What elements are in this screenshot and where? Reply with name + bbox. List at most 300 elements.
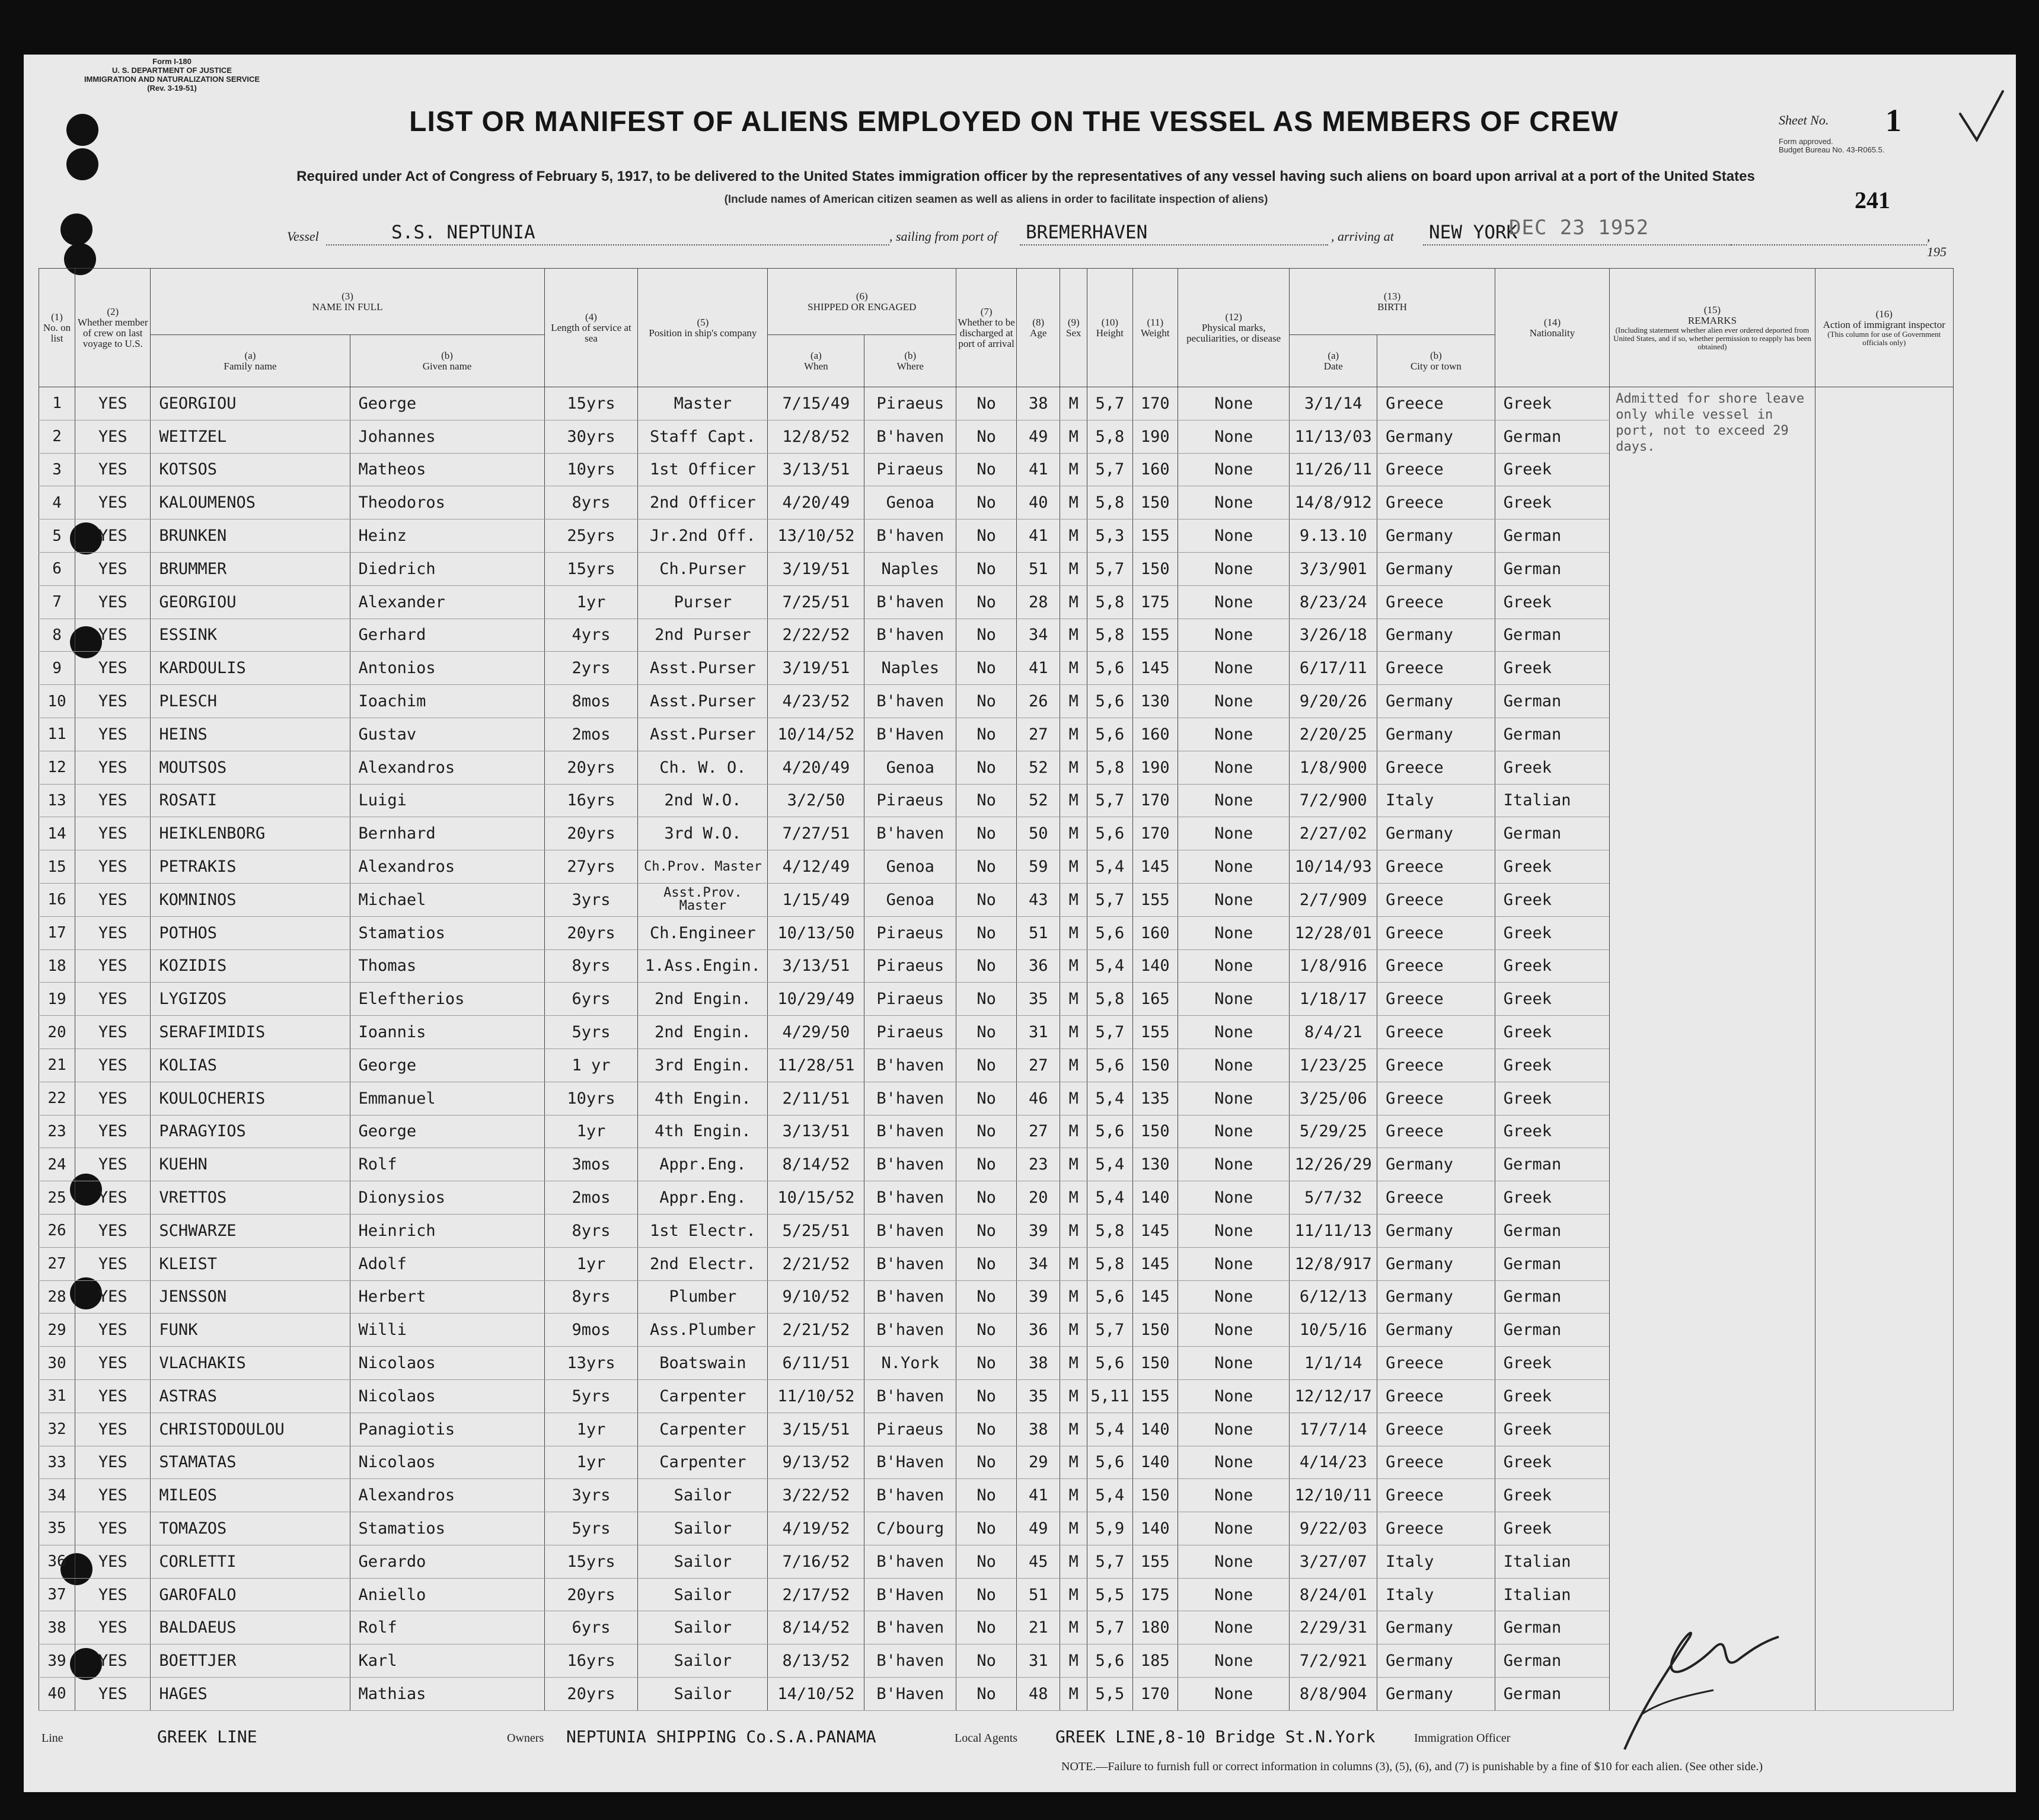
sex-cell: M (1060, 1545, 1087, 1578)
nationality-cell: Greek (1495, 1446, 1610, 1479)
nationality-cell: Greek (1495, 1181, 1610, 1215)
birth-date-cell: 9/20/26 (1290, 685, 1377, 718)
row-number-cell: 1 (39, 387, 75, 420)
family-name-cell: POTHOS (151, 916, 350, 949)
physical-marks-cell: None (1178, 916, 1289, 949)
last-voyage-cell: YES (75, 1545, 151, 1578)
nationality-cell: German (1495, 1148, 1610, 1181)
given-name-cell: Johannes (350, 420, 544, 453)
service-length-cell: 6yrs (544, 1611, 638, 1644)
weight-cell: 150 (1132, 552, 1178, 585)
row-number-cell: 11 (39, 718, 75, 751)
age-cell: 35 (1017, 1379, 1060, 1413)
height-cell: 5,6 (1087, 817, 1132, 850)
nationality-cell: Greek (1495, 883, 1610, 916)
service-length-cell: 2mos (544, 718, 638, 751)
family-name-cell: KOZIDIS (151, 949, 350, 983)
nationality-cell: German (1495, 519, 1610, 553)
shipped-when-cell: 3/13/51 (768, 1115, 864, 1148)
sex-cell: M (1060, 1347, 1087, 1380)
age-cell: 38 (1017, 1347, 1060, 1380)
birth-date-cell: 9.13.10 (1290, 519, 1377, 553)
family-name-cell: HEINS (151, 718, 350, 751)
physical-marks-cell: None (1178, 784, 1289, 817)
row-number-cell: 39 (39, 1644, 75, 1678)
service-length-cell: 10yrs (544, 1082, 638, 1115)
col-number: (a) (244, 349, 256, 361)
shipped-when-cell: 8/14/52 (768, 1148, 864, 1181)
sex-cell: M (1060, 552, 1087, 585)
family-name-cell: BOETTJER (151, 1644, 350, 1678)
birth-date-cell: 3/3/901 (1290, 552, 1377, 585)
birth-place-cell: Italy (1377, 1578, 1495, 1611)
height-cell: 5,5 (1087, 1678, 1132, 1711)
service-length-cell: 16yrs (544, 1644, 638, 1678)
row-number-cell: 6 (39, 552, 75, 585)
birth-place-cell: Greece (1377, 1347, 1495, 1380)
shipped-where-cell: B'Haven (864, 1678, 956, 1711)
row-number-cell: 10 (39, 685, 75, 718)
nationality-cell: German (1495, 1247, 1610, 1280)
last-voyage-cell: YES (75, 1280, 151, 1314)
row-number-cell: 23 (39, 1115, 75, 1148)
last-voyage-cell: YES (75, 1413, 151, 1446)
birth-place-cell: Greece (1377, 983, 1495, 1016)
age-cell: 27 (1017, 718, 1060, 751)
col-title: SHIPPED OR ENGAGED (808, 301, 917, 313)
col-note: (This column for use of Government officials only) (1827, 329, 1941, 347)
weight-cell: 170 (1132, 784, 1178, 817)
shipped-where-cell: B'Haven (864, 718, 956, 751)
family-name-cell: GAROFALO (151, 1578, 350, 1611)
row-number-cell: 36 (39, 1545, 75, 1578)
height-cell: 5,6 (1087, 916, 1132, 949)
given-name-cell: Herbert (350, 1280, 544, 1314)
service-length-cell: 15yrs (544, 1545, 638, 1578)
header-col-10 (1087, 269, 1132, 387)
age-cell: 49 (1017, 420, 1060, 453)
birth-date-cell: 2/27/02 (1290, 817, 1377, 850)
col-title: No. on list (43, 321, 71, 344)
birth-place-cell: Greece (1377, 1413, 1495, 1446)
birth-place-cell: Germany (1377, 685, 1495, 718)
sex-cell: M (1060, 1644, 1087, 1678)
given-name-cell: Karl (350, 1644, 544, 1678)
family-name-cell: KUEHN (151, 1148, 350, 1181)
family-name-cell: BRUMMER (151, 552, 350, 585)
shipped-where-cell: B'haven (864, 619, 956, 652)
shipped-when-cell: 5/25/51 (768, 1214, 864, 1247)
given-name-cell: Gerhard (350, 619, 544, 652)
given-name-cell: Willi (350, 1314, 544, 1347)
last-voyage-cell: YES (75, 718, 151, 751)
shipped-when-cell: 3/22/52 (768, 1479, 864, 1512)
service-length-cell: 25yrs (544, 519, 638, 553)
nationality-cell: Italian (1495, 784, 1610, 817)
height-cell: 5,6 (1087, 685, 1132, 718)
nationality-cell: Greek (1495, 1379, 1610, 1413)
age-cell: 36 (1017, 1314, 1060, 1347)
position-cell: 1.Ass.Engin. (638, 949, 768, 983)
height-cell: 5,6 (1087, 1644, 1132, 1678)
row-number-cell: 18 (39, 949, 75, 983)
service-length-cell: 8yrs (544, 486, 638, 519)
birth-date-cell: 6/12/13 (1290, 1280, 1377, 1314)
nationality-cell: German (1495, 1214, 1610, 1247)
weight-cell: 155 (1132, 883, 1178, 916)
age-cell: 39 (1017, 1280, 1060, 1314)
height-cell: 5,4 (1087, 1148, 1132, 1181)
given-name-cell: George (350, 387, 544, 420)
weight-cell: 160 (1132, 916, 1178, 949)
birth-date-cell: 12/10/11 (1290, 1479, 1377, 1512)
age-cell: 29 (1017, 1446, 1060, 1479)
birth-place-cell: Greece (1377, 850, 1495, 884)
shipped-where-cell: B'haven (864, 1379, 956, 1413)
physical-marks-cell: None (1178, 1148, 1289, 1181)
family-name-cell: CHRISTODOULOU (151, 1413, 350, 1446)
service-length-cell: 8yrs (544, 949, 638, 983)
discharge-cell: No (956, 1578, 1017, 1611)
sex-cell: M (1060, 1181, 1087, 1215)
col-title: Nationality (1529, 327, 1575, 339)
sex-cell: M (1060, 949, 1087, 983)
col-number: (5) (697, 316, 709, 328)
height-cell: 5,7 (1087, 1545, 1132, 1578)
height-cell: 5,7 (1087, 1016, 1132, 1049)
date-rule (1731, 244, 1927, 246)
family-name-cell: GEORGIOU (151, 585, 350, 619)
col-title: Sex (1066, 327, 1081, 339)
sex-cell: M (1060, 1214, 1087, 1247)
age-cell: 48 (1017, 1678, 1060, 1711)
height-cell: 5,8 (1087, 1214, 1132, 1247)
weight-cell: 130 (1132, 1148, 1178, 1181)
shipped-where-cell: B'haven (864, 1214, 956, 1247)
shipped-when-cell: 4/12/49 (768, 850, 864, 884)
row-number-cell: 31 (39, 1379, 75, 1413)
weight-cell: 155 (1132, 519, 1178, 553)
weight-cell: 160 (1132, 718, 1178, 751)
sex-cell: M (1060, 1048, 1087, 1082)
physical-marks-cell: None (1178, 1644, 1289, 1678)
weight-cell: 140 (1132, 1413, 1178, 1446)
arrival-date-stamp: DEC 23 1952 (1509, 216, 1649, 240)
nationality-cell: German (1495, 1611, 1610, 1644)
header-col-12 (1178, 269, 1289, 387)
shipped-where-cell: Piraeus (864, 387, 956, 420)
age-cell: 41 (1017, 453, 1060, 486)
position-cell: 2nd Electr. (638, 1247, 768, 1280)
nationality-cell: Greek (1495, 453, 1610, 486)
shipped-when-cell: 10/13/50 (768, 916, 864, 949)
service-length-cell: 1yr (544, 1413, 638, 1446)
sex-cell: M (1060, 1578, 1087, 1611)
family-name-cell: HEIKLENBORG (151, 817, 350, 850)
birth-place-cell: Greece (1377, 751, 1495, 784)
sex-cell: M (1060, 1678, 1087, 1711)
shipped-where-cell: C/bourg (864, 1512, 956, 1545)
col-title: BIRTH (1377, 301, 1408, 313)
nationality-cell: Greek (1495, 1082, 1610, 1115)
birth-place-cell: Greece (1377, 883, 1495, 916)
position-cell: Appr.Eng. (638, 1148, 768, 1181)
col-number: (a) (1328, 349, 1339, 361)
sex-cell: M (1060, 1512, 1087, 1545)
given-name-cell: Bernhard (350, 817, 544, 850)
birth-place-cell: Germany (1377, 519, 1495, 553)
physical-marks-cell: None (1178, 983, 1289, 1016)
last-voyage-cell: YES (75, 1048, 151, 1082)
position-cell: Asst.Purser (638, 652, 768, 685)
last-voyage-cell: YES (75, 1678, 151, 1711)
service-length-cell: 16yrs (544, 784, 638, 817)
family-name-cell: SERAFIMIDIS (151, 1016, 350, 1049)
shipped-when-cell: 10/15/52 (768, 1181, 864, 1215)
physical-marks-cell: None (1178, 718, 1289, 751)
service-length-cell: 1yr (544, 1247, 638, 1280)
header-col-6a (768, 335, 864, 387)
sex-cell: M (1060, 1016, 1087, 1049)
service-length-cell: 5yrs (544, 1512, 638, 1545)
age-cell: 35 (1017, 983, 1060, 1016)
row-number-cell: 9 (39, 652, 75, 685)
last-voyage-cell: YES (75, 652, 151, 685)
weight-cell: 150 (1132, 1347, 1178, 1380)
sex-cell: M (1060, 486, 1087, 519)
sheet-number: 1 (1885, 103, 1901, 138)
sex-cell: M (1060, 387, 1087, 420)
age-cell: 38 (1017, 1413, 1060, 1446)
physical-marks-cell: None (1178, 552, 1289, 585)
header-col-3a (151, 335, 350, 387)
nationality-cell: Italian (1495, 1578, 1610, 1611)
row-number-cell: 27 (39, 1247, 75, 1280)
col-number: (4) (585, 311, 597, 323)
position-cell: Jr.2nd Off. (638, 519, 768, 553)
form-approval (1779, 138, 1974, 154)
given-name-cell: Matheos (350, 453, 544, 486)
age-cell: 21 (1017, 1611, 1060, 1644)
height-cell: 5,8 (1087, 983, 1132, 1016)
shipped-when-cell: 13/10/52 (768, 519, 864, 553)
shipped-where-cell: Naples (864, 652, 956, 685)
weight-cell: 140 (1132, 949, 1178, 983)
birth-date-cell: 11/26/11 (1290, 453, 1377, 486)
given-name-cell: Nicolaos (350, 1347, 544, 1380)
family-name-cell: KOLIAS (151, 1048, 350, 1082)
service-length-cell: 6yrs (544, 983, 638, 1016)
header-col-4 (544, 269, 638, 387)
last-voyage-cell: YES (75, 453, 151, 486)
col-title: NAME IN FULL (312, 301, 383, 313)
weight-cell: 155 (1132, 1545, 1178, 1578)
row-number-cell: 3 (39, 453, 75, 486)
shipped-when-cell: 9/13/52 (768, 1446, 864, 1479)
position-cell: Boatswain (638, 1347, 768, 1380)
given-name-cell: Nicolaos (350, 1379, 544, 1413)
physical-marks-cell: None (1178, 1214, 1289, 1247)
age-cell: 39 (1017, 1214, 1060, 1247)
age-cell: 59 (1017, 850, 1060, 884)
shipped-when-cell: 3/2/50 (768, 784, 864, 817)
col-note: (Including statement whether alien ever ordered deported from United States, and if so, whether permission to reapply has been obtained) (1613, 325, 1811, 351)
weight-cell: 150 (1132, 486, 1178, 519)
header-col-13a (1290, 335, 1377, 387)
shipped-when-cell: 3/15/51 (768, 1413, 864, 1446)
service-length-cell: 15yrs (544, 387, 638, 420)
shipped-where-cell: Piraeus (864, 1016, 956, 1049)
birth-place-cell: Germany (1377, 619, 1495, 652)
age-cell: 45 (1017, 1545, 1060, 1578)
position-cell: Plumber (638, 1280, 768, 1314)
nationality-cell: Greek (1495, 949, 1610, 983)
physical-marks-cell: None (1178, 387, 1289, 420)
age-cell: 50 (1017, 817, 1060, 850)
shipped-where-cell: B'haven (864, 1181, 956, 1215)
shipped-where-cell: Genoa (864, 486, 956, 519)
nationality-cell: Greek (1495, 850, 1610, 884)
family-name-cell: PETRAKIS (151, 850, 350, 884)
birth-place-cell: Greece (1377, 1082, 1495, 1115)
header-col-14 (1495, 269, 1610, 387)
last-voyage-cell: YES (75, 420, 151, 453)
position-cell: Sailor (638, 1578, 768, 1611)
header-col-13b (1377, 335, 1495, 387)
service-length-cell: 8mos (544, 685, 638, 718)
physical-marks-cell: None (1178, 1479, 1289, 1512)
age-cell: 34 (1017, 619, 1060, 652)
row-number-cell: 15 (39, 850, 75, 884)
nationality-cell: German (1495, 420, 1610, 453)
vessel-rule (326, 244, 889, 246)
col-title: Age (1030, 327, 1047, 339)
shipped-when-cell: 2/21/52 (768, 1247, 864, 1280)
nationality-cell: Greek (1495, 916, 1610, 949)
height-cell: 5,6 (1087, 1280, 1132, 1314)
last-voyage-cell: YES (75, 949, 151, 983)
age-cell: 36 (1017, 949, 1060, 983)
col-title: When (804, 360, 828, 372)
remarks-cell: Admitted for shore leave only while vessel in port, not to exceed 29 days. (1610, 387, 1815, 1711)
height-cell: 5,7 (1087, 1314, 1132, 1347)
approved-text: Form approved. (1779, 137, 1833, 146)
shipped-where-cell: N.York (864, 1347, 956, 1380)
last-voyage-cell: YES (75, 552, 151, 585)
col-number: (b) (441, 349, 453, 361)
row-number-cell: 17 (39, 916, 75, 949)
family-name-cell: HAGES (151, 1678, 350, 1711)
given-name-cell: Michael (350, 883, 544, 916)
weight-cell: 150 (1132, 1479, 1178, 1512)
height-cell: 5,4 (1087, 1181, 1132, 1215)
birth-place-cell: Greece (1377, 949, 1495, 983)
position-cell: Sailor (638, 1644, 768, 1678)
given-name-cell: Heinz (350, 519, 544, 553)
height-cell: 5,7 (1087, 784, 1132, 817)
arriving-rule (1423, 244, 1731, 246)
row-number-cell: 12 (39, 751, 75, 784)
shipped-where-cell: B'haven (864, 1082, 956, 1115)
crew-rows (39, 387, 1954, 1711)
owners-label: Owners (507, 1732, 544, 1745)
row-number-cell: 35 (39, 1512, 75, 1545)
family-name-cell: ESSINK (151, 619, 350, 652)
weight-cell: 170 (1132, 817, 1178, 850)
given-name-cell: Rolf (350, 1148, 544, 1181)
family-name-cell: MOUTSOS (151, 751, 350, 784)
form-number: Form I-180 (152, 57, 192, 66)
shipped-when-cell: 10/29/49 (768, 983, 864, 1016)
service-length-cell: 3mos (544, 1148, 638, 1181)
birth-date-cell: 3/1/14 (1290, 387, 1377, 420)
service-length-cell: 2yrs (544, 652, 638, 685)
family-name-cell: KLEIST (151, 1247, 350, 1280)
given-name-cell: Thomas (350, 949, 544, 983)
discharge-cell: No (956, 387, 1017, 420)
birth-place-cell: Greece (1377, 453, 1495, 486)
given-name-cell: Adolf (350, 1247, 544, 1280)
given-name-cell: Emmanuel (350, 1082, 544, 1115)
physical-marks-cell: None (1178, 850, 1289, 884)
sex-cell: M (1060, 453, 1087, 486)
arriving-label: , arriving at (1331, 229, 1394, 244)
age-cell: 27 (1017, 1048, 1060, 1082)
height-cell: 5,6 (1087, 718, 1132, 751)
physical-marks-cell: None (1178, 751, 1289, 784)
birth-date-cell: 6/17/11 (1290, 652, 1377, 685)
discharge-cell: No (956, 1016, 1017, 1049)
header-col-13 (1290, 269, 1495, 335)
shipped-where-cell: B'haven (864, 1247, 956, 1280)
shipped-when-cell: 7/27/51 (768, 817, 864, 850)
discharge-cell: No (956, 1115, 1017, 1148)
discharge-cell: No (956, 850, 1017, 884)
given-name-cell: Stamatios (350, 1512, 544, 1545)
col-number: (b) (1430, 349, 1442, 361)
birth-date-cell: 8/4/21 (1290, 1016, 1377, 1049)
last-voyage-cell: YES (75, 519, 151, 553)
discharge-cell: No (956, 1048, 1017, 1082)
birth-date-cell: 12/12/17 (1290, 1379, 1377, 1413)
discharge-cell: No (956, 619, 1017, 652)
height-cell: 5,4 (1087, 1082, 1132, 1115)
shipped-when-cell: 4/19/52 (768, 1512, 864, 1545)
line-label: Line (42, 1732, 63, 1745)
header-col-6b (864, 335, 956, 387)
family-name-cell: KOMNINOS (151, 883, 350, 916)
nationality-cell: Greek (1495, 486, 1610, 519)
family-name-cell: WEITZEL (151, 420, 350, 453)
sex-cell: M (1060, 1446, 1087, 1479)
col-title: Height (1096, 327, 1124, 339)
birth-place-cell: Germany (1377, 552, 1495, 585)
nationality-cell: Greek (1495, 387, 1610, 420)
last-voyage-cell: YES (75, 585, 151, 619)
age-cell: 52 (1017, 751, 1060, 784)
height-cell: 5,11 (1087, 1379, 1132, 1413)
birth-date-cell: 5/7/32 (1290, 1181, 1377, 1215)
page-subtitle-note: (Include names of American citizen seamen as well as aliens in order to facilitate inspection of aliens) (724, 193, 1268, 206)
family-name-cell: PLESCH (151, 685, 350, 718)
height-cell: 5,6 (1087, 1446, 1132, 1479)
birth-date-cell: 1/18/17 (1290, 983, 1377, 1016)
family-name-cell: JENSSON (151, 1280, 350, 1314)
position-cell: Asst.Prov. Master (638, 883, 768, 916)
sex-cell: M (1060, 883, 1087, 916)
year-label: , 195 (1927, 229, 1947, 259)
position-cell: Ch. W. O. (638, 751, 768, 784)
